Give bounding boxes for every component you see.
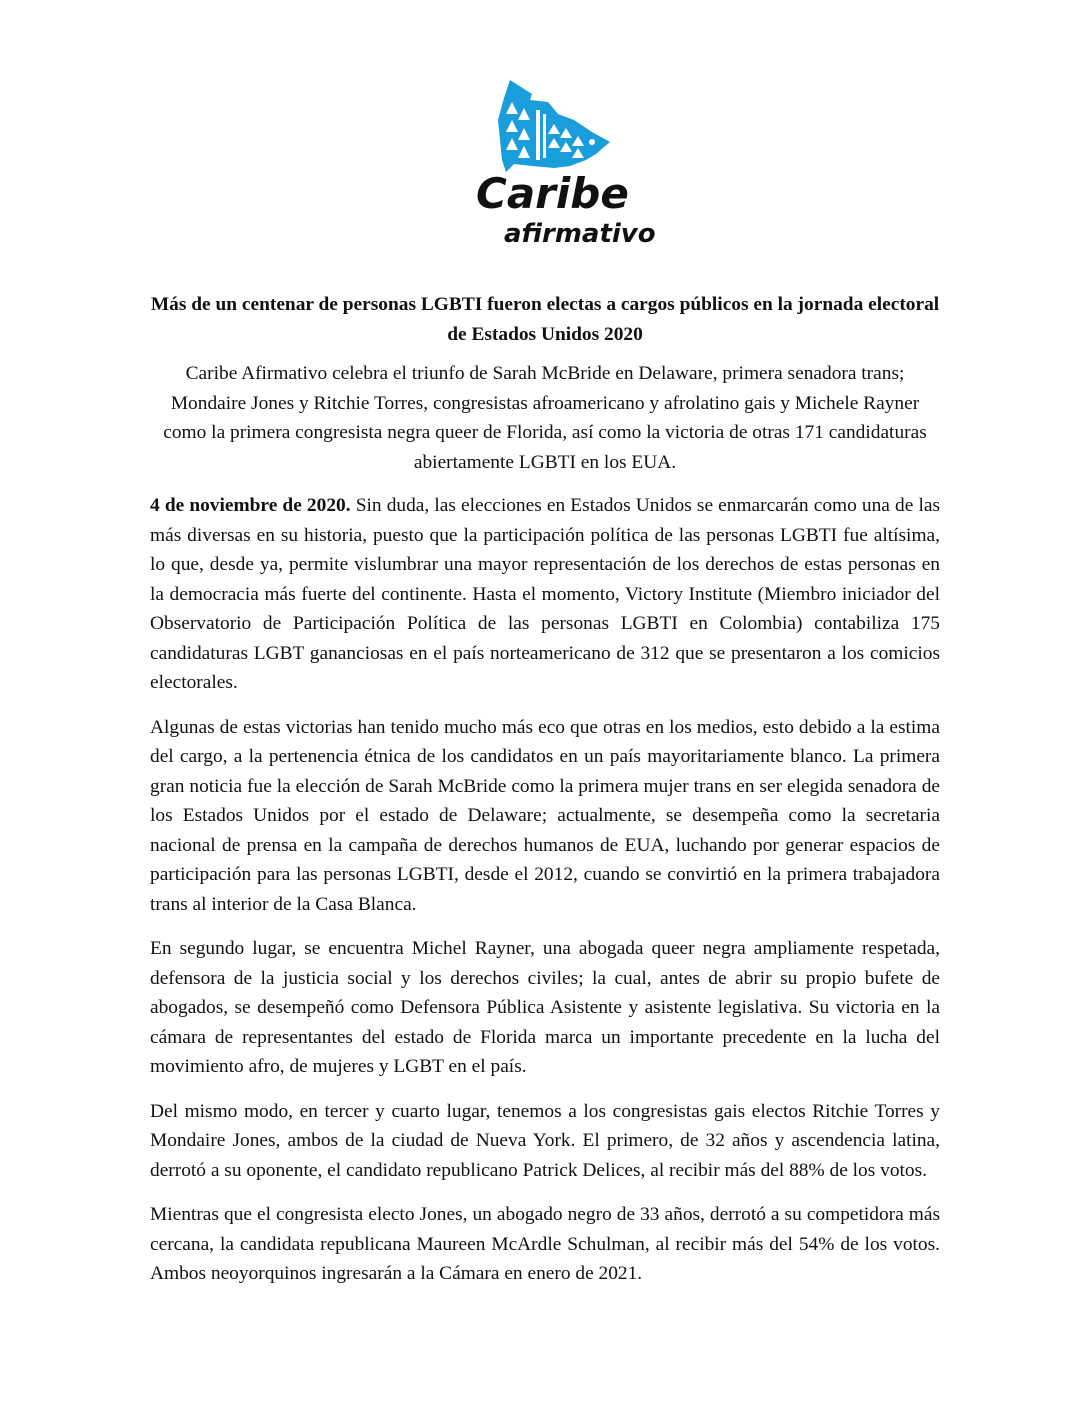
document-subtitle: Caribe Afirmativo celebra el triunfo de Sarah McBride en Delaware, primera senadora trans; Mondaire Jones y Ritchie Torres, congresistas afroamericano y afrolatino gais y Michele Rayner como la primera congresista negra queer de Florida, así como la victoria de otras 171 candidaturas abiertamente LGBTI en los EUA. — [163, 363, 927, 473]
paragraph-2: Algunas de estas victorias han tenido mucho más eco que otras en los medios, esto debido a la estima del cargo, a la pertenencia étnica de los candidatos en un país mayoritariamente blanco. La primera gran noticia fue la elección de Sarah McBride como la primera mujer trans en ser elegida senadora de los Estados Unidos por el estado de Delaware; actualmente, se desempeña como la secretaria nacional de prensa en la campaña de derechos humanos de EUA, luchando por generar espacios de participación para las personas LGBTI, desde el 2012, cuando se convirtió en la primera trabajadora trans al interior de la Casa Blanca. — [150, 716, 940, 915]
paragraph-3: En segundo lugar, se encuentra Michel Rayner, una abogada queer negra ampliamente respetada, defensora de la justicia social y los derechos civiles; la cual, antes de abrir su propio bufete de abogados, se desempeñó como Defensora Pública Asistente y asistente legislativa. Su victoria en la cámara de representantes del estado de Florida marca un importante precedente en la lucha del movimiento afro, de mujeres y LGBT en el país. — [150, 938, 940, 1077]
dateline: 4 de noviembre de 2020. — [150, 495, 351, 516]
svg-text:afirmativo: afirmativo — [504, 219, 656, 249]
svg-text:Caribe: Caribe — [476, 169, 629, 218]
document-body — [150, 290, 940, 1304]
paragraph-1-text: Sin duda, las elecciones en Estados Unidos se enmarcarán como una de las más diversas en su historia, puesto que la participación política de las personas LGBTI fue altísima, lo que, desde ya, permite vislumbrar una mayor representación de los derechos de estas personas en la democracia más fuerte del continente. Hasta el momento, Victory Institute (Miembro iniciador del Observatorio de Participación Política de las personas LGBTI en Colombia) contabiliza 175 candidaturas LGBT gananciosas en el país norteamericano de 312 que se presentaron a los comicios electorales. — [150, 495, 940, 693]
document-title: Más de un centenar de personas LGBTI fueron electas a cargos públicos en la jornada electoral de Estados Unidos 2020 — [150, 294, 940, 345]
paragraph-4: Del mismo modo, en tercer y cuarto lugar, tenemos a los congresistas gais electos Ritchie Torres y Mondaire Jones, ambos de la ciudad de Nueva York. El primero, de 32 años y ascendencia latina, derrotó a su oponente, el candidato republicano Patrick Delices, al recibir más del 88% de los votos. — [150, 1100, 940, 1181]
paragraph-1 — [150, 491, 940, 698]
paragraph-5: Mientras que el congresista electo Jones, un abogado negro de 33 años, derrotó a su competidora más cercana, la candidata republicana Maureen McArdle Schulman, al recibir más del 54% de los votos. Ambos neoyorquinos ingresarán a la Cámara en enero de 2021. — [150, 1204, 940, 1284]
fish-logo-icon — [470, 80, 656, 255]
caribe-afirmativo-logo — [470, 80, 656, 255]
